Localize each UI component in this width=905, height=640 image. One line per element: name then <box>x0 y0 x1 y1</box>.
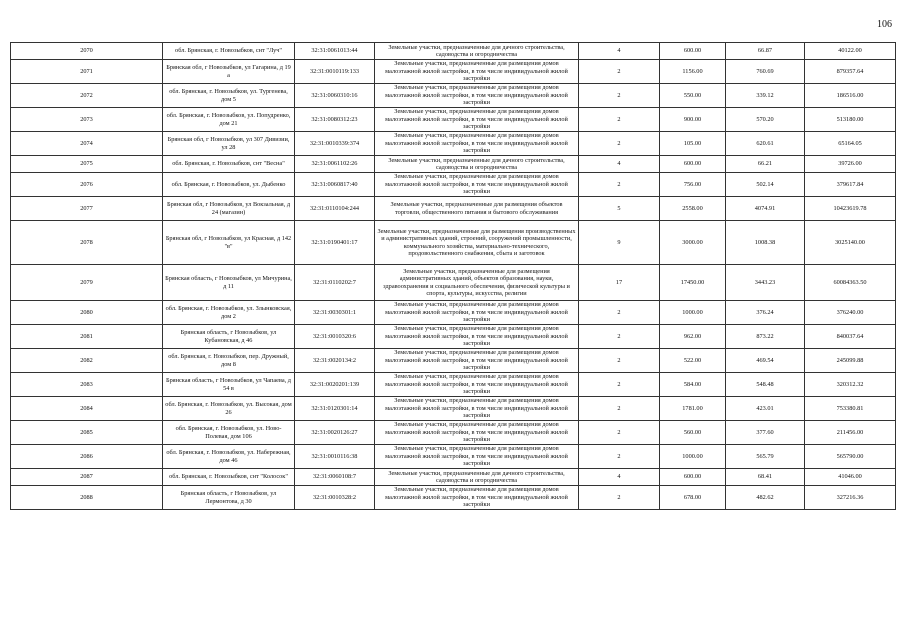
row-number: 2084 <box>11 397 163 421</box>
row-group: 17 <box>579 265 660 301</box>
row-cadastral-number: 32:31:0110202:7 <box>295 265 375 301</box>
row-address: Брянская обл, г Новозыбков, ул Гагарина, д 19 а <box>163 60 295 84</box>
row-address: обл. Брянская, г. Новозыбков, ул. Злынковская, дом 2 <box>163 301 295 325</box>
row-group: 2 <box>579 132 660 156</box>
table-row <box>11 197 896 221</box>
row-cadastral-value: 327216.36 <box>805 486 896 510</box>
row-group: 2 <box>579 84 660 108</box>
row-land-use: Земельные участки, предназначенные для размещения домов малоэтажной жилой застройки, в том числе индивидуальной жилой застройки <box>375 397 579 421</box>
row-cadastral-number: 32:31:0080312:23 <box>295 108 375 132</box>
row-unit-value: 570.20 <box>726 108 805 132</box>
row-unit-value: 565.79 <box>726 445 805 469</box>
row-number: 2086 <box>11 445 163 469</box>
row-area: 2558.00 <box>660 197 726 221</box>
row-group: 2 <box>579 325 660 349</box>
row-address: Брянская область, г Новозыбков, ул Кубановская, д 46 <box>163 325 295 349</box>
row-address: Брянская область, г Новозыбков, ул Мичурина, д 11 <box>163 265 295 301</box>
row-area: 1000.00 <box>660 301 726 325</box>
row-number: 2087 <box>11 469 163 486</box>
table-row <box>11 445 896 469</box>
row-unit-value: 68.41 <box>726 469 805 486</box>
row-unit-value: 1008.38 <box>726 221 805 265</box>
row-cadastral-number: 32:31:0190401:17 <box>295 221 375 265</box>
table-body <box>11 43 896 510</box>
table-row <box>11 373 896 397</box>
row-group: 2 <box>579 60 660 84</box>
row-number: 2081 <box>11 325 163 349</box>
row-group: 2 <box>579 445 660 469</box>
table-row <box>11 265 896 301</box>
table-row <box>11 221 896 265</box>
row-group: 4 <box>579 469 660 486</box>
row-area: 584.00 <box>660 373 726 397</box>
row-cadastral-value: 40122.00 <box>805 43 896 60</box>
row-number: 2082 <box>11 349 163 373</box>
row-area: 105.00 <box>660 132 726 156</box>
row-area: 600.00 <box>660 469 726 486</box>
row-cadastral-number: 32:31:0010119:133 <box>295 60 375 84</box>
row-number: 2071 <box>11 60 163 84</box>
row-number: 2088 <box>11 486 163 510</box>
row-area: 756.00 <box>660 173 726 197</box>
row-group: 2 <box>579 301 660 325</box>
row-cadastral-number: 32:31:0020134:2 <box>295 349 375 373</box>
row-group: 2 <box>579 421 660 445</box>
row-area: 600.00 <box>660 43 726 60</box>
row-area: 522.00 <box>660 349 726 373</box>
row-group: 4 <box>579 43 660 60</box>
row-land-use: Земельные участки, предназначенные для размещения административных зданий, объектов образования, науки, здравоохранения и социального обеспечения, физической культуры и спорта, культуры, искусства, религии <box>375 265 579 301</box>
row-cadastral-number: 32:31:0010328:2 <box>295 486 375 510</box>
row-address: обл. Брянская, г. Новозыбков, пер. Дружный, дом 8 <box>163 349 295 373</box>
row-group: 2 <box>579 173 660 197</box>
table-row <box>11 108 896 132</box>
row-cadastral-number: 32:31:0061013:44 <box>295 43 375 60</box>
row-land-use: Земельные участки, предназначенные для размещения домов малоэтажной жилой застройки, в том числе индивидуальной жилой застройки <box>375 301 579 325</box>
row-land-use: Земельные участки, предназначенные для размещения домов малоэтажной жилой застройки, в том числе индивидуальной жилой застройки <box>375 60 579 84</box>
row-area: 3000.00 <box>660 221 726 265</box>
row-cadastral-number: 32:31:0120301:14 <box>295 397 375 421</box>
row-cadastral-number: 32:31:0060310:16 <box>295 84 375 108</box>
row-unit-value: 760.69 <box>726 60 805 84</box>
row-unit-value: 66.21 <box>726 156 805 173</box>
row-number: 2076 <box>11 173 163 197</box>
row-unit-value: 3443.23 <box>726 265 805 301</box>
row-address: обл. Брянская, г. Новозыбков, ул. Тургенева, дом 5 <box>163 84 295 108</box>
table-row <box>11 60 896 84</box>
row-address: Брянская область, г Новозыбков, ул Лермонтова, д 30 <box>163 486 295 510</box>
row-number: 2078 <box>11 221 163 265</box>
row-group: 2 <box>579 486 660 510</box>
cadastral-value-table <box>10 42 896 510</box>
row-number: 2079 <box>11 265 163 301</box>
row-number: 2072 <box>11 84 163 108</box>
row-land-use: Земельные участки, предназначенные для размещения домов малоэтажной жилой застройки, в том числе индивидуальной жилой застройки <box>375 421 579 445</box>
row-cadastral-number: 32:31:0020201:139 <box>295 373 375 397</box>
row-group: 4 <box>579 156 660 173</box>
row-address: обл. Брянская, г. Новозыбков, снт "Луч" <box>163 43 295 60</box>
table-row <box>11 301 896 325</box>
row-number: 2075 <box>11 156 163 173</box>
row-cadastral-number: 32:31:0010339:374 <box>295 132 375 156</box>
row-land-use: Земельные участки, предназначенные для размещения домов малоэтажной жилой застройки, в том числе индивидуальной жилой застройки <box>375 486 579 510</box>
row-group: 2 <box>579 349 660 373</box>
row-land-use: Земельные участки, предназначенные для размещения домов малоэтажной жилой застройки, в том числе индивидуальной жилой застройки <box>375 84 579 108</box>
row-land-use: Земельные участки, предназначенные для дачного строительства, садоводства и огородничества <box>375 43 579 60</box>
row-address: обл. Брянская, г. Новозыбков, ул. Набережная, дом 46 <box>163 445 295 469</box>
row-area: 1781.00 <box>660 397 726 421</box>
row-land-use: Земельные участки, предназначенные для размещения домов малоэтажной жилой застройки, в том числе индивидуальной жилой застройки <box>375 325 579 349</box>
row-cadastral-number: 32:31:0010116:38 <box>295 445 375 469</box>
row-number: 2080 <box>11 301 163 325</box>
row-land-use: Земельные участки, предназначенные для размещения домов малоэтажной жилой застройки, в том числе индивидуальной жилой застройки <box>375 108 579 132</box>
row-number: 2074 <box>11 132 163 156</box>
row-number: 2085 <box>11 421 163 445</box>
row-group: 9 <box>579 221 660 265</box>
row-number: 2083 <box>11 373 163 397</box>
row-cadastral-value: 320312.32 <box>805 373 896 397</box>
row-area: 600.00 <box>660 156 726 173</box>
row-cadastral-value: 840037.64 <box>805 325 896 349</box>
table-row <box>11 156 896 173</box>
row-cadastral-number: 32:31:0020126:27 <box>295 421 375 445</box>
row-cadastral-value: 10423619.78 <box>805 197 896 221</box>
row-area: 962.00 <box>660 325 726 349</box>
row-cadastral-value: 879357.64 <box>805 60 896 84</box>
row-unit-value: 548.48 <box>726 373 805 397</box>
row-land-use: Земельные участки, предназначенные для размещения производственных и административных зданий, строений, сооружений промышленности, коммунального хозяйства, материально-технического, продовольственного снабжения, сбыта и заготовок <box>375 221 579 265</box>
row-cadastral-value: 60084363.50 <box>805 265 896 301</box>
row-unit-value: 339.12 <box>726 84 805 108</box>
page-number: 106 <box>877 19 892 30</box>
row-land-use: Земельные участки, предназначенные для размещения домов малоэтажной жилой застройки, в том числе индивидуальной жилой застройки <box>375 445 579 469</box>
row-unit-value: 376.24 <box>726 301 805 325</box>
row-land-use: Земельные участки, предназначенные для дачного строительства, садоводства и огородничества <box>375 156 579 173</box>
row-address: обл. Брянская, г. Новозыбков, ул. Ново-Полевая, дом 106 <box>163 421 295 445</box>
row-unit-value: 4074.91 <box>726 197 805 221</box>
row-cadastral-value: 376240.00 <box>805 301 896 325</box>
row-cadastral-number: 32:31:0060108:7 <box>295 469 375 486</box>
row-address: Брянская обл, г Новозыбков, ул Красная, д 142 "в" <box>163 221 295 265</box>
row-land-use: Земельные участки, предназначенные для размещения домов малоэтажной жилой застройки, в том числе индивидуальной жилой застройки <box>375 373 579 397</box>
row-address: обл. Брянская, г. Новозыбков, снт "Колосок" <box>163 469 295 486</box>
row-group: 2 <box>579 373 660 397</box>
row-land-use: Земельные участки, предназначенные для размещения домов малоэтажной жилой застройки, в том числе индивидуальной жилой застройки <box>375 173 579 197</box>
row-cadastral-value: 753380.81 <box>805 397 896 421</box>
row-address: обл. Брянская, г. Новозыбков, ул. Дыбенко <box>163 173 295 197</box>
row-cadastral-number: 32:31:0030301:1 <box>295 301 375 325</box>
row-cadastral-value: 41046.00 <box>805 469 896 486</box>
table-row <box>11 349 896 373</box>
row-unit-value: 66.87 <box>726 43 805 60</box>
table-row <box>11 486 896 510</box>
row-area: 900.00 <box>660 108 726 132</box>
row-cadastral-number: 32:31:0110104:244 <box>295 197 375 221</box>
row-unit-value: 502.14 <box>726 173 805 197</box>
row-unit-value: 620.61 <box>726 132 805 156</box>
row-group: 2 <box>579 108 660 132</box>
row-number: 2077 <box>11 197 163 221</box>
row-address: обл. Брянская, г. Новозыбков, ул. Попудренко, дом 21 <box>163 108 295 132</box>
row-unit-value: 873.22 <box>726 325 805 349</box>
row-land-use: Земельные участки, предназначенные для дачного строительства, садоводства и огородничества <box>375 469 579 486</box>
row-cadastral-value: 211456.00 <box>805 421 896 445</box>
table-row <box>11 84 896 108</box>
row-land-use: Земельные участки, предназначенные для размещения домов малоэтажной жилой застройки, в том числе индивидуальной жилой застройки <box>375 132 579 156</box>
row-address: Брянская обл, г Новозыбков, ул 307 Дивизии, ул 28 <box>163 132 295 156</box>
row-address: Брянская область, г Новозыбков, ул Чапаева, д 54 в <box>163 373 295 397</box>
row-cadastral-value: 513180.00 <box>805 108 896 132</box>
row-area: 1000.00 <box>660 445 726 469</box>
row-group: 5 <box>579 197 660 221</box>
table-row <box>11 325 896 349</box>
row-cadastral-value: 379617.84 <box>805 173 896 197</box>
row-cadastral-value: 245099.88 <box>805 349 896 373</box>
row-cadastral-value: 565790.00 <box>805 445 896 469</box>
row-cadastral-number: 32:31:0060817:40 <box>295 173 375 197</box>
row-address: обл. Брянская, г. Новозыбков, снт "Весна" <box>163 156 295 173</box>
row-cadastral-value: 65164.05 <box>805 132 896 156</box>
row-address: обл. Брянская, г. Новозыбков, ул. Высокая, дом 26 <box>163 397 295 421</box>
table-row <box>11 132 896 156</box>
table-row <box>11 43 896 60</box>
row-unit-value: 482.62 <box>726 486 805 510</box>
row-unit-value: 377.60 <box>726 421 805 445</box>
row-cadastral-number: 32:31:0010320:6 <box>295 325 375 349</box>
row-area: 17450.00 <box>660 265 726 301</box>
table-row <box>11 469 896 486</box>
row-cadastral-value: 3025140.00 <box>805 221 896 265</box>
row-land-use: Земельные участки, предназначенные для размещения объектов торговли, общественного питания и бытового обслуживания <box>375 197 579 221</box>
row-cadastral-value: 39726.00 <box>805 156 896 173</box>
table-row <box>11 173 896 197</box>
row-group: 2 <box>579 397 660 421</box>
row-number: 2070 <box>11 43 163 60</box>
row-cadastral-value: 186516.00 <box>805 84 896 108</box>
row-area: 560.00 <box>660 421 726 445</box>
row-number: 2073 <box>11 108 163 132</box>
row-unit-value: 469.54 <box>726 349 805 373</box>
row-land-use: Земельные участки, предназначенные для размещения домов малоэтажной жилой застройки, в том числе индивидуальной жилой застройки <box>375 349 579 373</box>
row-address: Брянская обл, г Новозыбков, ул Вокзальная, д 24 (магазин) <box>163 197 295 221</box>
row-area: 550.00 <box>660 84 726 108</box>
row-cadastral-number: 32:31:0061102:26 <box>295 156 375 173</box>
table-row <box>11 397 896 421</box>
row-unit-value: 423.01 <box>726 397 805 421</box>
row-area: 1156.00 <box>660 60 726 84</box>
row-area: 678.00 <box>660 486 726 510</box>
table-row <box>11 421 896 445</box>
